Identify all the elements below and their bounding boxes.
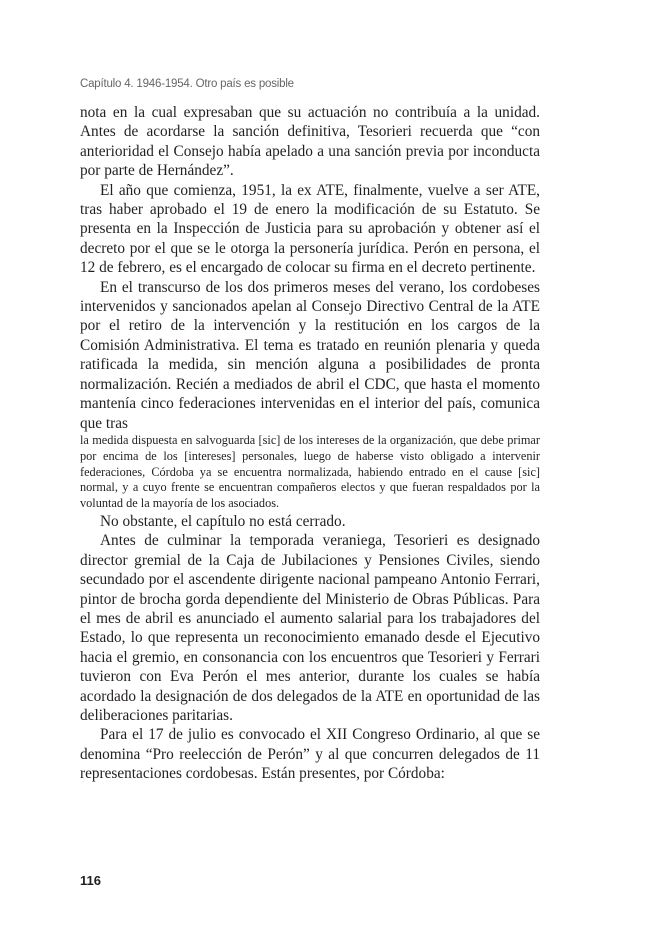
block-quote: la medida dispuesta en salvoguarda [sic] de los intereses de la organización, que debe primar por encima de los [intereses] personales, luego de haberse visto obligado a intervenir federaciones, Córdoba ya se encuentra normalizada, habiendo entrado en el cause [sic] normal, y a cuyo frente se encuentran compañeros electos y que fueran respaldados por la voluntad de la mayoría de los asociados.	[80, 432, 540, 511]
paragraph: nota en la cual expresaban que su actuación no contribuía a la unidad. Antes de acordarse la sanción definitiva, Tesorieri recuerda que “con anterioridad el Consejo había apelado a una sanción previa por inconducta por parte de Hernández”.	[80, 104, 540, 180]
paragraph: En el transcurso de los dos primeros meses del verano, los cordobeses intervenidos y sancionados apelan al Consejo Directivo Central de la ATE por el retiro de la intervención y la restitución en los cargos de la Comisión Administrativa. El tema es tratado en reunión plenaria y queda ratificada la medida, sin mención alguna a posibilidades de pronta normalización. Recién a mediados de abril el CDC, que hasta el momento mantenía cinco federaciones intervenidas en el interior del país, comunica que tras	[80, 278, 540, 432]
paragraph: El año que comienza, 1951, la ex ATE, finalmente, vuelve a ser ATE, tras haber aprobado el 19 de enero la modificación de su Estatuto. Se presenta en la Inspección de Justicia para su aprobación y obtener así el decreto por el que se le otorga la personería jurídica. Perón en persona, el 12 de febrero, es el encargado de colocar su firma en el decreto pertinente.	[80, 181, 540, 277]
paragraph: Antes de culminar la temporada veraniega, Tesorieri es designado director gremial de la Caja de Jubilaciones y Pensiones Civiles, siendo secundado por el ascendente dirigente nacional pampeano Antonio Ferrari, pintor de brocha gorda dependiente del Ministerio de Obras Públicas. Para el mes de abril es anunciado el aumento salarial para los trabajadores del Estado, lo que representa un reconocimiento emanado desde el Ejecutivo hacia el gremio, en consonancia con los encuentros que Tesorieri y Ferrari tuvieron con Eva Perón el mes anterior, durante los cuales se había acordado la designación de dos delegados de la ATE en oportunidad de las deliberaciones paritarias.	[80, 532, 540, 724]
running-header: Capítulo 4. 1946-1954. Otro país es posible	[80, 78, 294, 90]
paragraph: No obstante, el capítulo no está cerrado.	[100, 512, 346, 530]
body-text	[80, 103, 540, 784]
paragraph: Para el 17 de julio es convocado el XII Congreso Ordinario, al que se denomina “Pro reelección de Perón” y al que concurren delegados de 11 representaciones cordobesas. Están presentes, por Córdoba:	[80, 726, 540, 783]
page-number: 116	[80, 873, 101, 888]
